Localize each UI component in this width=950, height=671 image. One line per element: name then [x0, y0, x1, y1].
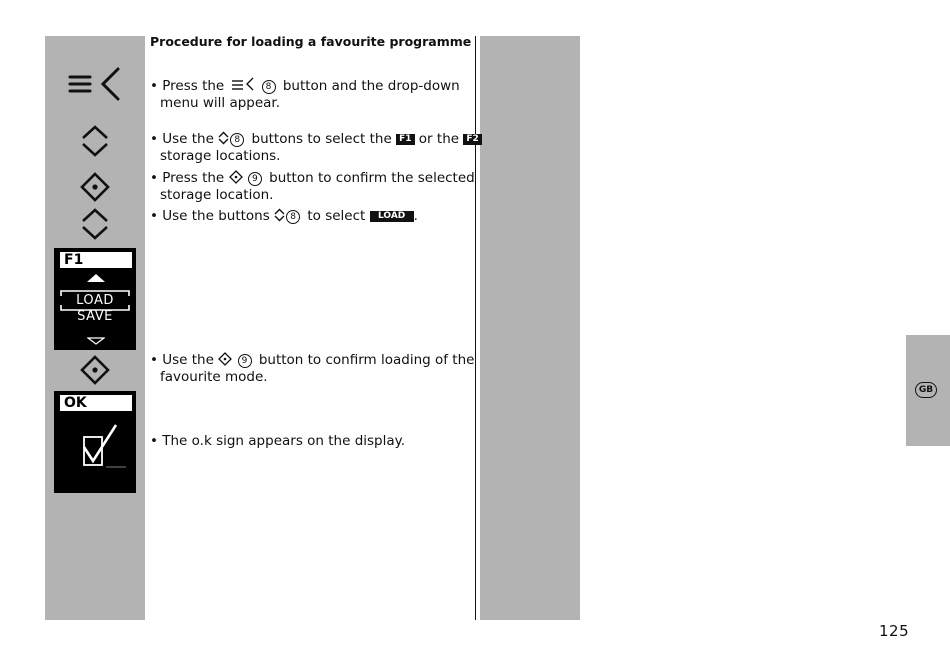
menu-back-icon — [66, 66, 124, 102]
up-down-arrows-icon — [274, 208, 285, 222]
step-1: • Press the 8 button and the drop-down menu will appear. — [150, 78, 460, 111]
display-header: OK — [60, 395, 132, 411]
checkmark-icon — [80, 423, 130, 471]
up-down-arrows-icon — [80, 207, 110, 241]
page-number: 125 — [879, 622, 910, 640]
display-option-save: SAVE — [77, 309, 113, 324]
display-ok — [54, 391, 136, 493]
procedure-title: Procedure for loading a favourite programme — [150, 34, 472, 49]
f1-tag: F1 — [396, 134, 414, 145]
triangle-down-icon — [87, 337, 105, 345]
confirm-diamond-icon — [218, 352, 232, 366]
display-option-load: LOAD — [76, 293, 114, 308]
right-gray-column — [480, 36, 580, 620]
column-divider — [475, 36, 476, 620]
menu-back-icon — [229, 77, 261, 92]
confirm-diamond-icon — [229, 170, 243, 184]
display-header: F1 — [60, 252, 132, 268]
confirm-diamond-icon — [80, 355, 110, 385]
load-tag: LOAD — [370, 211, 414, 222]
up-down-arrows-icon — [80, 124, 110, 158]
step-2: • Use the 8 buttons to select the F1 or the F2 storage locations. — [150, 131, 482, 165]
display-load-save — [54, 248, 136, 350]
f2-tag: F2 — [463, 134, 481, 145]
triangle-up-icon — [87, 274, 105, 282]
step-5: • Use the 9 button to confirm loading of the favourite mode. — [150, 352, 475, 385]
step-6: • The o.k sign appears on the display. — [150, 433, 405, 449]
language-badge: GB — [915, 382, 937, 398]
step-4: • Use the buttons 8 to select LOAD . — [150, 208, 418, 224]
step-3: • Press the 9 button to confirm the selected storage location. — [150, 170, 475, 203]
confirm-diamond-icon — [80, 172, 110, 202]
up-down-arrows-icon — [218, 131, 229, 145]
